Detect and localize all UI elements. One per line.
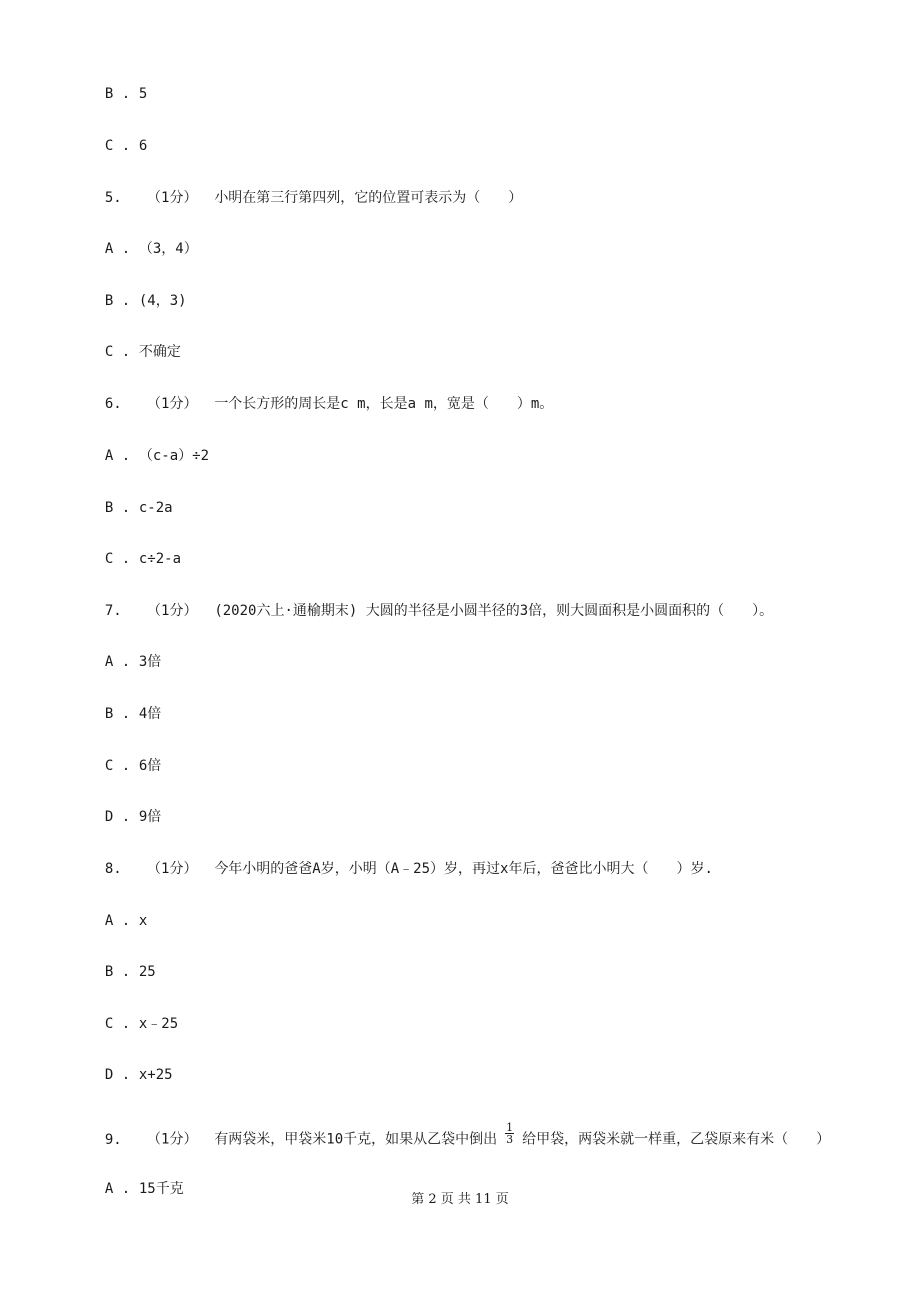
question-5	[88, 168, 522, 208]
question-text: 有两袋米，甲袋米10千克，如果从乙袋中倒出	[214, 1131, 498, 1148]
option-letter: B .	[104, 706, 131, 722]
question-6	[88, 374, 553, 414]
option-q8-b	[88, 942, 156, 982]
question-score: （1分）	[147, 190, 198, 206]
option-q5-b	[88, 271, 187, 311]
question-text-continued: 给甲袋，两袋米就一样重，乙袋原来有米（ ）	[522, 1131, 831, 1148]
option-q7-a	[88, 632, 161, 672]
option-text: x	[138, 913, 148, 929]
option-text: c-2a	[138, 500, 173, 516]
question-score: （1分）	[147, 861, 198, 877]
option-letter: D .	[104, 809, 131, 825]
option-letter: A .	[104, 448, 131, 464]
option-q7-c	[88, 736, 161, 776]
question-text: (2020六上·通榆期末) 大圆的半径是小圆半径的3倍，则大圆面积是小圆面积的（ ）。	[214, 603, 774, 619]
question-text: 一个长方形的周长是c m，长是a m，宽是（ ）m。	[214, 396, 554, 412]
option-letter: A .	[104, 1181, 131, 1197]
option-letter: C .	[104, 344, 131, 360]
option-q8-a	[88, 891, 147, 931]
option-letter: C .	[104, 551, 131, 567]
option-q7-b	[88, 684, 161, 724]
question-text: 小明在第三行第四列，它的位置可表示为（ ）	[214, 190, 523, 206]
option-letter: D .	[104, 1067, 131, 1083]
question-number: 6.	[104, 396, 122, 412]
question-7	[88, 581, 773, 621]
option-text: 4倍	[138, 706, 162, 722]
option-letter: A .	[104, 654, 131, 670]
option-letter: B .	[104, 293, 131, 309]
option-q6-a	[88, 426, 209, 466]
option-text: 3倍	[138, 654, 162, 670]
option-letter: A .	[104, 913, 131, 929]
option-text: 5	[138, 86, 148, 102]
option-letter: B .	[104, 86, 131, 102]
option-q4-b	[88, 64, 147, 104]
page-footer: 第 2 页 共 11 页	[411, 1192, 509, 1207]
fraction-numerator: 1	[506, 1121, 514, 1134]
fraction-one-third	[505, 1122, 514, 1145]
option-q7-d	[88, 787, 161, 827]
option-text: 15千克	[138, 1181, 184, 1197]
option-q8-d	[88, 1045, 173, 1085]
option-text: (4，3)	[138, 293, 187, 309]
question-score: （1分）	[147, 396, 198, 412]
option-q6-c	[88, 529, 181, 569]
question-number: 5.	[104, 190, 122, 206]
option-q6-b	[88, 478, 173, 518]
option-text: x+25	[138, 1067, 173, 1083]
option-text: c÷2-a	[138, 551, 182, 567]
question-score: （1分）	[147, 603, 198, 619]
option-letter: C .	[104, 138, 131, 154]
option-q5-a	[88, 219, 198, 259]
option-text: （c-a）÷2	[138, 448, 210, 464]
option-q4-c	[88, 116, 147, 156]
option-text: x﹣25	[138, 1016, 179, 1032]
option-text: 9倍	[138, 809, 162, 825]
option-text: （3，4）	[138, 241, 198, 257]
question-9	[88, 1108, 830, 1151]
option-letter: C .	[104, 1016, 131, 1032]
option-letter: B .	[104, 500, 131, 516]
question-number: 7.	[104, 603, 122, 619]
option-letter: C .	[104, 758, 131, 774]
option-text: 6	[138, 138, 148, 154]
question-8	[88, 839, 713, 879]
option-text: 6倍	[138, 758, 162, 774]
option-q8-c	[88, 994, 178, 1034]
option-q5-c	[88, 322, 181, 362]
question-score: （1分）	[147, 1131, 198, 1148]
option-text: 25	[138, 964, 156, 980]
question-number: 8.	[104, 861, 122, 877]
option-text: 不确定	[138, 344, 181, 360]
option-letter: B .	[104, 964, 131, 980]
option-letter: A .	[104, 241, 131, 257]
fraction-denominator: 3	[506, 1133, 514, 1146]
question-number: 9.	[104, 1131, 122, 1148]
question-text: 今年小明的爸爸A岁，小明（A﹣25）岁，再过x年后，爸爸比小明大（ ）岁.	[214, 861, 713, 877]
